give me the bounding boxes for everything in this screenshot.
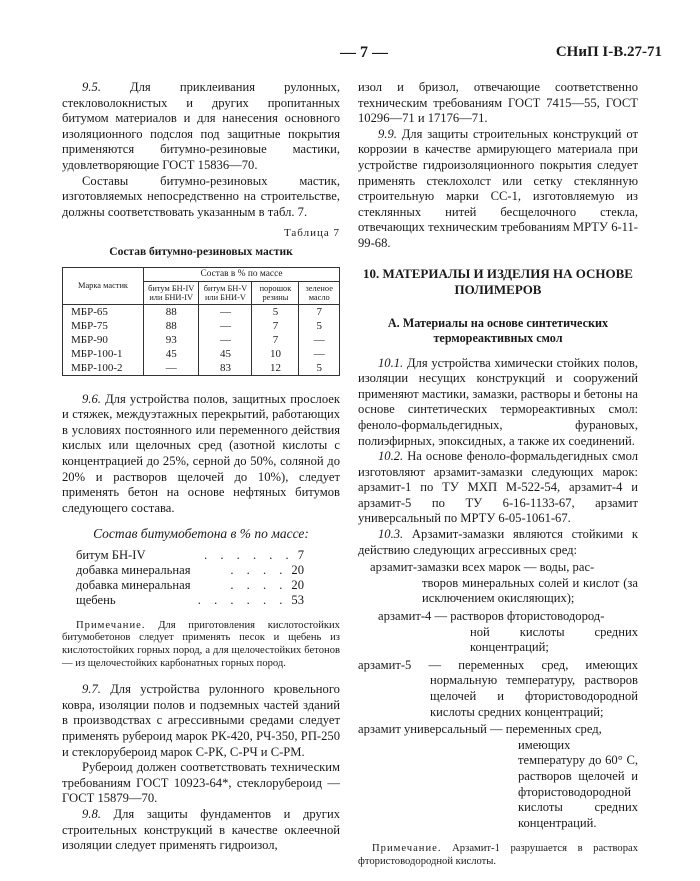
composition-row: добавка минеральная . . . . 20: [76, 577, 304, 592]
paragraph-9-7-b: Рубероид должен соответствовать техническим требованиям ГОСТ 10923-64*, стеклорубероид — ГОСТ 15879—70.: [62, 760, 340, 806]
table-row: МБР-100-2 — 83 12 5: [63, 361, 340, 376]
paragraph-10-1: 10.1. Для устройства химически стойких полов, изоляции несущих конструкций и сооружений применяют мастики, замазки, растворы и бетоны на основе синтетических термореактивных смол: феноло-формальдегидных, фурановых, полиэфирных, эпоксидных, а также их соединений.: [358, 355, 638, 448]
composition-row: щебень . . . . . . 53: [76, 592, 304, 607]
composition-row: битум БН-IV . . . . . . 7: [76, 547, 304, 562]
table-head-group: Состав в % по массе: [144, 267, 340, 281]
table-head-col: зеленое масло: [299, 281, 340, 304]
page-header: [62, 44, 662, 64]
paragraph-9-8: 9.8. Для защиты фундаментов и других строительных конструкций в качестве оклеечной изоляции следует применять гидроизол,: [62, 807, 340, 853]
document-code: СНиП I-В.27-71: [555, 44, 662, 60]
table-row: МБР-75 88 — 7 5: [63, 319, 340, 333]
table-title: Состав битумно-резиновых мастик: [109, 245, 293, 258]
mastic-composition-table: [62, 267, 340, 376]
paragraph-9-9: 9.9. Для защиты строительных конструкций от коррозии в качестве армирующего материала при устройстве гидроизоляционного покрытия следует применять стеклохолст или сетку стеклянную строительную марки СС-1, изготовляемую из стеклянных нитей бесщелочного стекла, отвечающих техническим требованиям МРТУ 6-11-99-68.: [358, 126, 638, 250]
table-head-col: битум БН-IV или БНИ-IV: [144, 281, 199, 304]
definition-universal: арзамит универсальный — переменных сред, имеющих температуру до 60° С, растворов щелочей и фтористоводородной кислоты средних концентраций.: [358, 722, 638, 830]
paragraph-10-3: 10.3. Арзамит-замазки являются стойкими к действию следующих агрессивных сред:: [358, 527, 638, 557]
note-arzamit-1: Примечание. Арзамит-1 разрушается в растворах фтористоводородной кислоты.: [358, 843, 639, 867]
table-row: МБР-90 93 — 7 —: [63, 333, 340, 347]
definition-arzamit-4: арзамит-4 — растворов фтористоводород- ной кислоты средних концентраций;: [378, 609, 638, 655]
table-head-col: порошок резины: [252, 281, 299, 304]
definition-all-grades: арзамит-замазки всех марок — воды, рас- творов минеральных солей и кислот (за исключением окисляющих);: [370, 560, 638, 606]
table-row: МБР-100-1 45 45 10 —: [63, 347, 340, 361]
paragraph-9-8-cont: изол и бризол, отвечающие соответственно техническим требованиям ГОСТ 7415—55, ГОСТ 10296—71 и 17176—71.: [358, 80, 638, 126]
table-head-col: битум БН-V или БНИ-V: [199, 281, 252, 304]
paragraph-10-2: 10.2. На основе феноло-формальдегидных смол изготовляют арзамит-замазки следующих марок: арзамит-1 по ТУ МХП М-522-54, арзамит-4 и арзамит-5 по ТУ 6-16-1133-67, арзамит универсальный по МРТУ 6-05-1061-67.: [358, 449, 638, 526]
table-head-mark: Марка мастик: [63, 267, 144, 304]
left-column: [62, 80, 340, 854]
paragraph-9-5: 9.5. Для приклеивания рулонных, стекловолокнистых и других пропитанных битумом материалов и для нанесения основного изоляционного подслоя под защитные покрытия применяются битумно-резиновые мастики, удовлетворяющие ГОСТ 15836—70.: [62, 80, 340, 172]
table-caption: Таблица 7: [283, 227, 340, 240]
paragraph-9-7: 9.7. Для устройства рулонного кровельного ковра, изоляции полов и подземных частей зданий в производствах с агрессивными средами следует применять рубероид марок РК-420, РЧ-350, РП-250 и стеклорубероид марок С-РК, С-РЧ и С-РМ.: [62, 682, 340, 759]
paragraph-9-6: 9.6. Для устройства полов, защитных прослоек и стяжек, междуэтажных перекрытий, работающих в условиях постоянного или переменного действия кислых или щелочных сред (азотной кислоты с концентрацией до 25%, серной до 50%, соляной до 20% и растворов щелочей до 10%), следует применять бетон на основе нефтяных битумов следующего состава.: [62, 391, 340, 515]
composition-row: добавка минеральная . . . . 20: [76, 562, 304, 577]
table-row: МБР-65 88 — 5 7: [63, 304, 340, 319]
subsection-heading: А. Материалы на основе синтетических термореактивных смол: [387, 315, 609, 345]
note-bitumen-concrete: Примечание. Для приготовления кислотостойких битумобетонов следует применять песок и щебень из кислотостойких горных пород, а для щелочестойких бетонов — из щелочестойких карбонатных горных пород.: [62, 619, 340, 669]
section-heading: 10. МАТЕРИАЛЫ И ИЗДЕЛИЯ НА ОСНОВЕ ПОЛИМЕРОВ: [363, 265, 633, 297]
paragraph-9-5-b: Составы битумно-резиновых мастик, изготовляемых непосредственно на строительстве, должны соответствовать указанным в табл. 7.: [62, 173, 340, 219]
page-number: — 7 —: [340, 44, 388, 61]
right-column: [358, 80, 638, 881]
definition-arzamit-5: арзамит-5 — переменных сред, имеющих нормальную температуру, растворов щелочей и фтористоводородной кислоты средних концентраций;: [358, 657, 638, 719]
composition-title: Состав битумобетона в % по массе:: [93, 526, 309, 542]
